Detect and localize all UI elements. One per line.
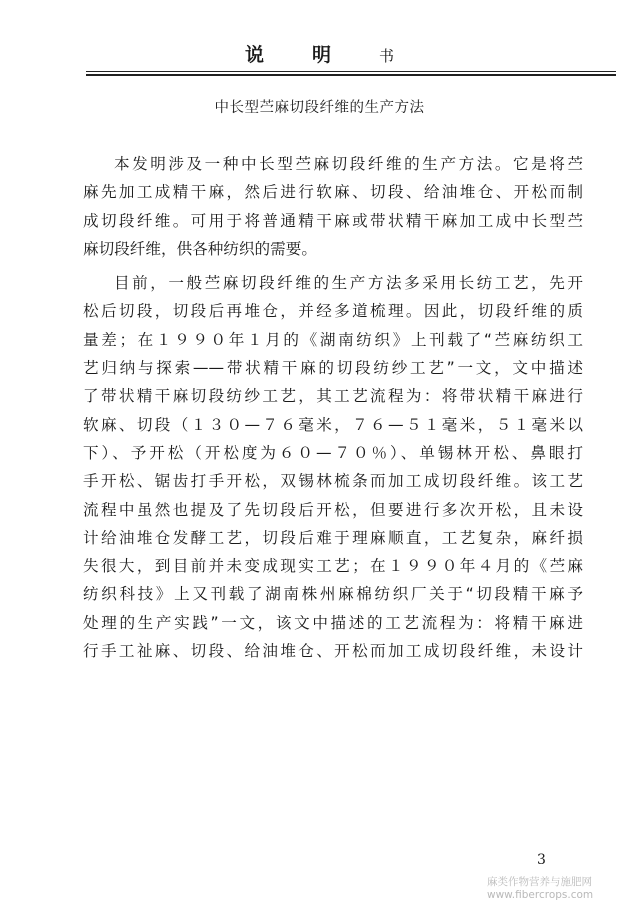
header-char-1: 说: [244, 44, 312, 66]
text-line: 纺织科技》上又刊载了湖南株州麻棉纺织厂关于“切段精干麻予: [83, 585, 583, 604]
text-line: 麻先加工成精干麻，然后进行软麻、切段、给油堆仓、开松而制: [83, 183, 583, 202]
header-rule-thin: [86, 71, 616, 72]
document-body: [83, 150, 583, 665]
text-line: 松后切段，切段后再堆仓，并经多道梳理。因此，切段纤维的质: [83, 302, 583, 321]
text-line: 行手工祉麻、切段、给油堆仓、开松而加工成切段纤维，未设计: [83, 642, 583, 661]
document-header: [0, 40, 639, 67]
text-line: 软麻、切段（１３０—７６毫米，７６—５１毫米，５１毫米以: [83, 415, 583, 434]
document-title: 中长型苎麻切段纤维的生产方法: [214, 100, 425, 116]
watermark-site-name: 麻类作物营养与施肥网: [487, 876, 592, 888]
paragraph-2: [83, 269, 583, 665]
watermark: [487, 876, 637, 902]
header-char-2: 明: [311, 44, 379, 66]
text-line: 流程中虽然也提及了先切段后开松，但要进行多次开松，且未设: [83, 500, 583, 519]
paragraph-1: [83, 150, 583, 263]
text-line: 麻切段纤维，供各种纺织的需要。: [83, 239, 317, 258]
header-char-3: 书: [379, 47, 395, 65]
text-line: 计给油堆仓发酵工艺，切段后难于理麻顺直，工艺复杂，麻纤损: [83, 528, 583, 547]
page-number: 3: [537, 852, 546, 868]
text-line: 目前，一般苎麻切段纤维的生产方法多采用长纺工艺，先开: [114, 274, 583, 293]
header-rule-thick: [86, 74, 616, 76]
text-line: 了带状精干麻切段纺纱工艺，其工艺流程为：将带状精干麻进行: [83, 387, 583, 406]
text-line: 下）、予开松（开松度为６０—７０％）、单锡林开松、鼻眼打: [83, 443, 583, 462]
text-line: 手开松、锯齿打手开松，双锡林梳条而加工成切段纤维。该工艺: [83, 472, 583, 491]
text-line: 失很大，到目前并未变成现实工艺；在１９９０年４月的《苎麻: [83, 557, 583, 576]
watermark-url: www.fibercrops.com: [487, 889, 594, 901]
text-line: 艺归纳与探索——带状精干麻的切段纺纱工艺”一文，文中描述: [83, 359, 583, 378]
text-line: 本发明涉及一种中长型苎麻切段纤维的生产方法。它是将苎: [114, 155, 583, 173]
text-line: 量差；在１９９０年１月的《湖南纺织》上刊载了“苎麻纺织工: [83, 330, 583, 349]
text-line: 成切段纤维。可用于将普通精干麻或带状精干麻加工成中长型苎: [83, 211, 583, 230]
text-line: 处理的生产实践”一文，该文中描述的工艺流程为：将精干麻进: [83, 613, 583, 632]
